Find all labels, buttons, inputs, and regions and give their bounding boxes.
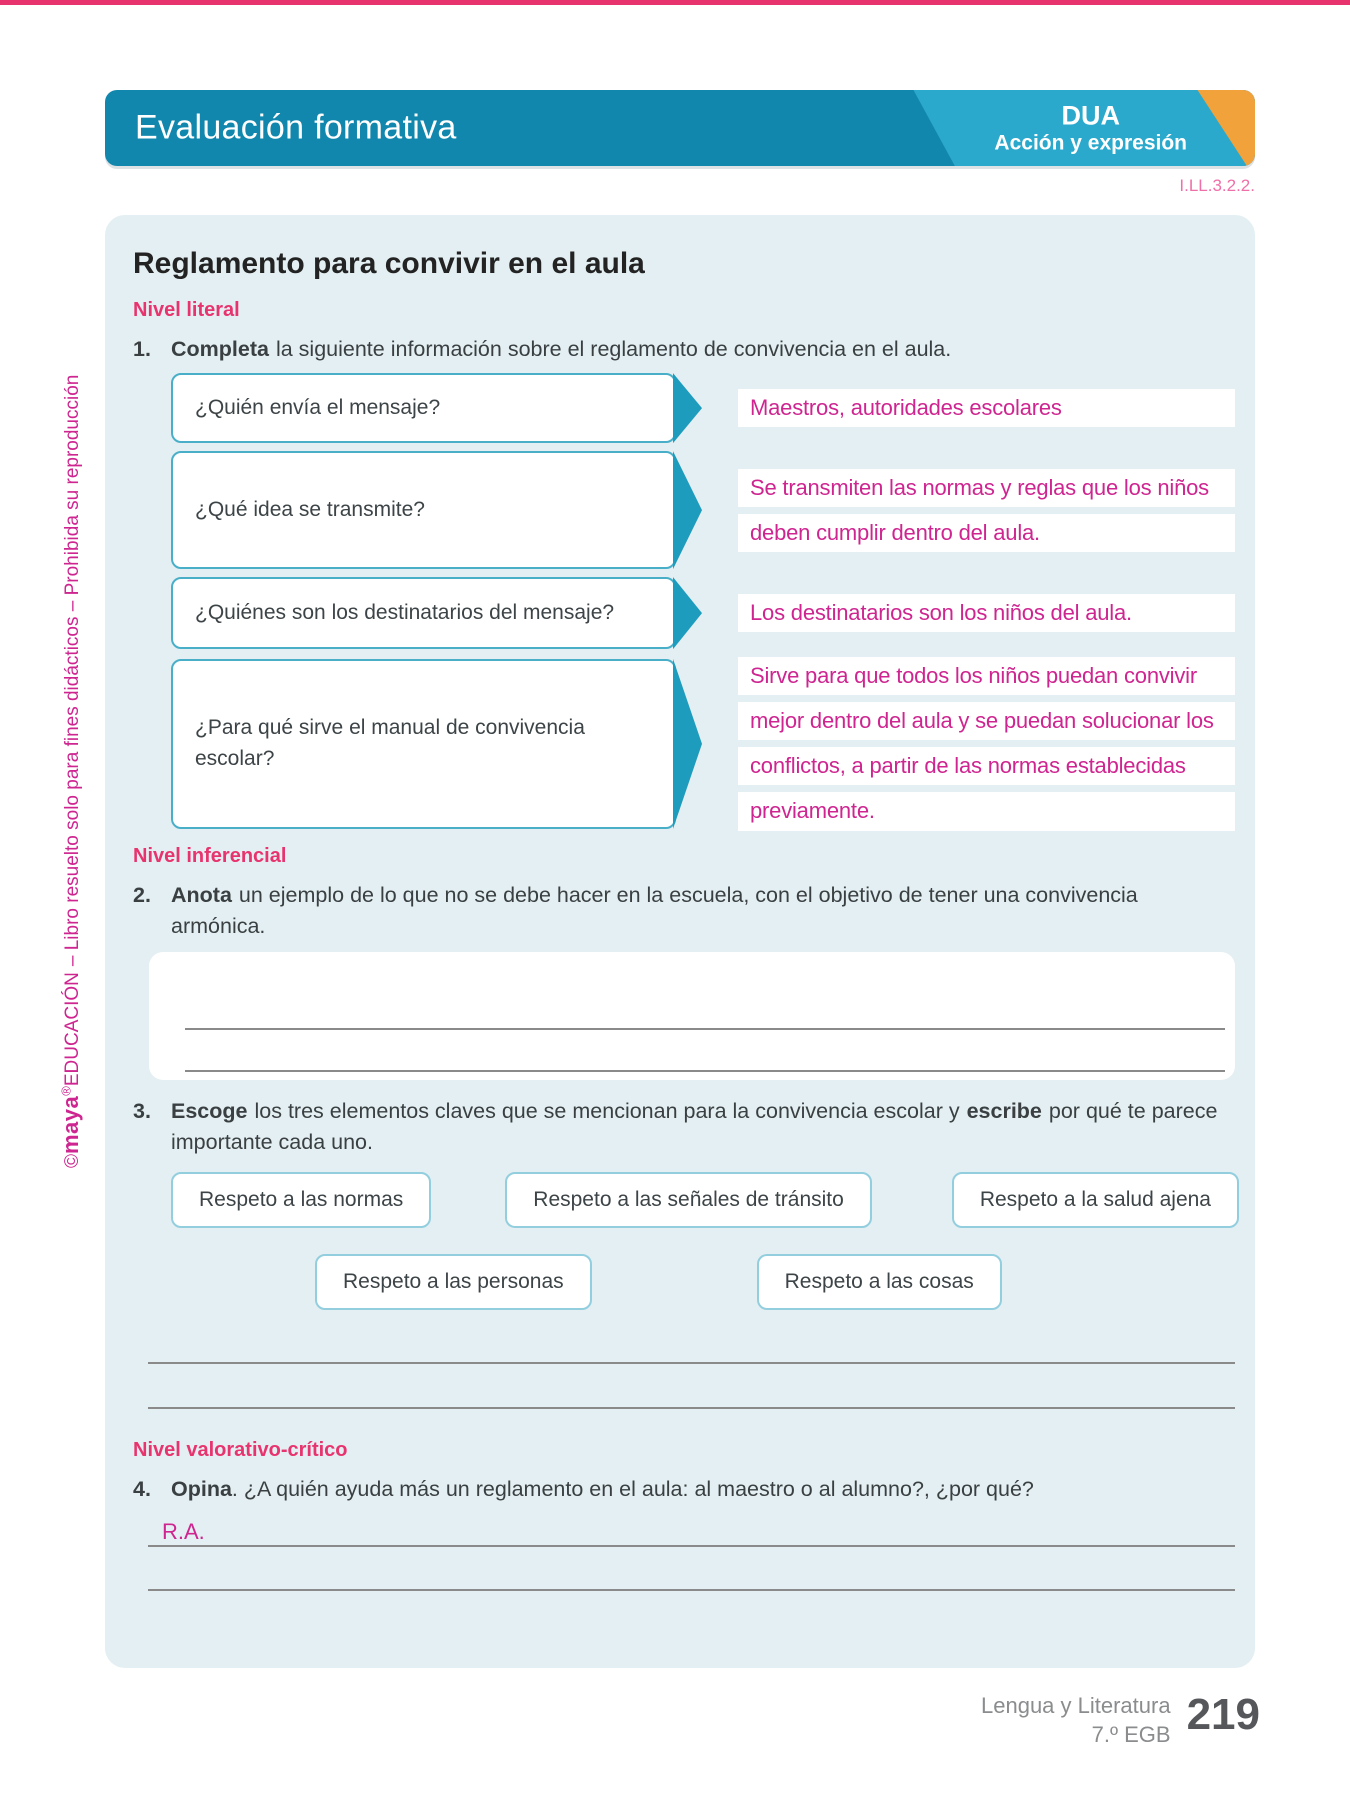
q1-row-3-answers bbox=[738, 594, 1235, 632]
arrow-right-icon bbox=[673, 659, 702, 829]
q4-write-line-2 bbox=[148, 1589, 1235, 1591]
arrow-right-icon bbox=[673, 577, 702, 649]
question-3 bbox=[133, 1096, 1235, 1158]
question-2-text bbox=[171, 880, 1235, 942]
q3-options-row-2 bbox=[133, 1254, 1235, 1310]
option-box: Respeto a la salud ajena bbox=[952, 1172, 1239, 1228]
q1-row-3-question-box bbox=[171, 577, 676, 649]
q3-write-line-2 bbox=[148, 1407, 1235, 1409]
registered-symbol: ® bbox=[58, 1086, 74, 1096]
worksheet-card bbox=[105, 215, 1255, 1668]
dua-label: DUA bbox=[1061, 100, 1120, 131]
question-1-number: 1. bbox=[133, 337, 151, 361]
answer-line: Se transmiten las normas y reglas que los niños bbox=[738, 469, 1235, 507]
dua-sublabel: Acción y expresión bbox=[994, 131, 1187, 155]
q1-row-1 bbox=[171, 373, 1235, 443]
arrow-right-icon bbox=[673, 451, 702, 569]
answer-line: Sirve para que todos los niños puedan convivir bbox=[738, 657, 1235, 695]
q1-row-2-answers bbox=[738, 469, 1235, 552]
question-4 bbox=[133, 1474, 1235, 1505]
page-top-accent-line bbox=[0, 0, 1350, 5]
question-4-number: 4. bbox=[133, 1477, 151, 1502]
q4-write-line-1 bbox=[148, 1513, 1235, 1547]
question-3-rest: por qué te parece importante cada uno. bbox=[171, 1098, 1218, 1155]
footer-grade: 7.º EGB bbox=[1091, 1721, 1171, 1747]
q1-row-2 bbox=[171, 451, 1235, 569]
question-1-rest: la siguiente información sobre el reglamento de convivencia en el aula. bbox=[275, 337, 952, 361]
q1-row-4-question: ¿Para qué sirve el manual de convivencia escolar? bbox=[195, 716, 585, 770]
answer-line: conflictos, a partir de las normas establecidas bbox=[738, 747, 1235, 785]
question-1 bbox=[133, 334, 1235, 365]
answer-line: Maestros, autoridades escolares bbox=[738, 389, 1235, 427]
level-valorativo-heading: Nivel valorativo-crítico bbox=[133, 1439, 348, 1462]
q1-row-2-question-box bbox=[171, 451, 676, 569]
q1-row-4-question-box bbox=[171, 659, 676, 829]
question-1-text bbox=[171, 334, 951, 365]
q1-row-2-question: ¿Qué idea se transmite? bbox=[195, 497, 425, 521]
q1-row-4-answers bbox=[738, 657, 1235, 830]
dua-badge bbox=[994, 100, 1187, 155]
banner-title: Evaluación formativa bbox=[135, 108, 457, 147]
question-2-number: 2. bbox=[133, 882, 151, 907]
question-2-verb: Anota bbox=[171, 882, 232, 907]
footer-meta bbox=[981, 1692, 1171, 1749]
publisher-imprint-vertical bbox=[58, 375, 84, 1168]
copyright-symbol: © bbox=[62, 1154, 83, 1168]
q3-options-row-1 bbox=[171, 1172, 1235, 1228]
question-4-rest: . ¿A quién ayuda más un reglamento en el aula: al maestro o al alumno?, ¿por qué? bbox=[231, 1477, 1034, 1502]
q1-row-4 bbox=[171, 657, 1235, 830]
option-box: Respeto a las personas bbox=[315, 1254, 592, 1310]
question-4-text bbox=[171, 1474, 1034, 1505]
q1-row-1-question-box bbox=[171, 373, 676, 443]
question-4-verb: Opina bbox=[171, 1477, 232, 1502]
worksheet-title: Reglamento para convivir en el aula bbox=[133, 247, 645, 280]
page-number: 219 bbox=[1186, 1690, 1260, 1739]
q1-row-1-question: ¿Quién envía el mensaje? bbox=[195, 395, 441, 419]
question-2-rest: un ejemplo de lo que no se debe hacer en la escuela, con el objetivo de tener una convivencia armónica. bbox=[171, 882, 1138, 938]
q1-row-1-answers bbox=[738, 389, 1235, 427]
answer-line: previamente. bbox=[738, 792, 1235, 830]
answer-line: Los destinatarios son los niños del aula. bbox=[738, 594, 1235, 632]
question-3-text bbox=[171, 1096, 1235, 1158]
question-3-mid: los tres elementos claves que se mencionan para la convivencia escolar y bbox=[254, 1098, 960, 1123]
curriculum-ref-code: I.LL.3.2.2. bbox=[1179, 176, 1255, 195]
level-inferencial-heading: Nivel inferencial bbox=[133, 844, 287, 867]
question-2 bbox=[133, 880, 1235, 942]
q4-answer-mark: R.A. bbox=[162, 1519, 205, 1545]
answer-line: mejor dentro del aula y se puedan solucionar los bbox=[738, 702, 1235, 740]
q2-answer-box bbox=[149, 952, 1235, 1080]
q2-write-line-2 bbox=[185, 1030, 1225, 1072]
imprint-note: – Libro resuelto solo para fines didácticos – Prohibida su reproducción bbox=[62, 374, 83, 967]
question-3-verb2: escribe bbox=[966, 1098, 1042, 1123]
footer-subject: Lengua y Literatura bbox=[981, 1693, 1171, 1718]
publisher-brand: maya bbox=[58, 1095, 83, 1154]
q3-write-line-1 bbox=[148, 1362, 1235, 1364]
option-box: Respeto a las cosas bbox=[757, 1254, 1002, 1310]
question-3-verb: Escoge bbox=[171, 1098, 248, 1123]
page-footer bbox=[981, 1692, 1260, 1749]
q1-row-3-question: ¿Quiénes son los destinatarios del mensaje? bbox=[195, 600, 615, 624]
option-box: Respeto a las normas bbox=[171, 1172, 431, 1228]
question-1-verb: Completa bbox=[171, 337, 269, 361]
answer-line: deben cumplir dentro del aula. bbox=[738, 514, 1235, 552]
arrow-right-icon bbox=[673, 373, 702, 443]
option-box: Respeto a las señales de tránsito bbox=[505, 1172, 872, 1228]
level-literal-heading: Nivel literal bbox=[133, 299, 240, 321]
publisher-org: EDUCACIÓN bbox=[62, 972, 83, 1087]
section-banner bbox=[105, 90, 1255, 166]
q1-row-3 bbox=[171, 577, 1235, 649]
q2-write-line-1 bbox=[185, 988, 1225, 1030]
question-3-number: 3. bbox=[133, 1098, 151, 1123]
